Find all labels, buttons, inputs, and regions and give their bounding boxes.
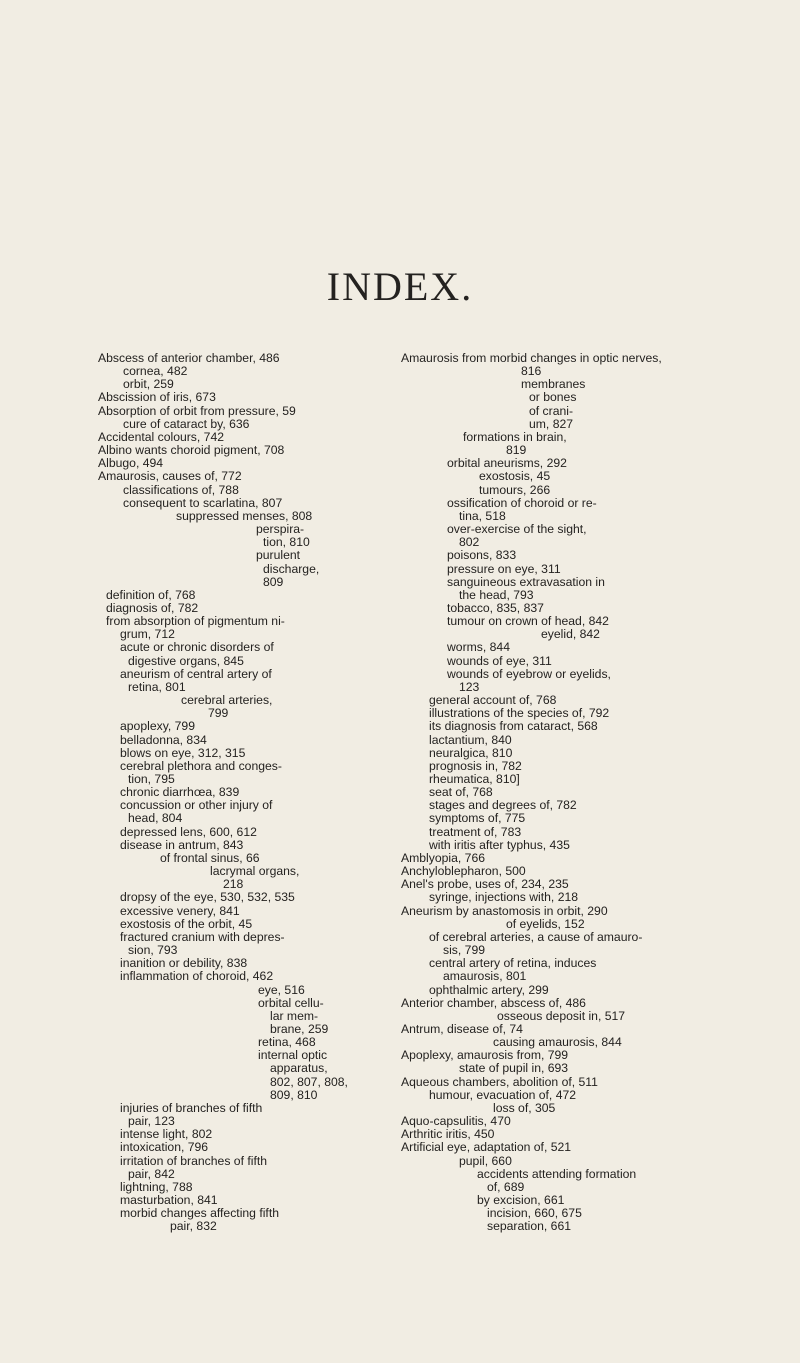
index-entry: sion, 793 [128,943,178,958]
index-entry: chronic diarrhœa, 839 [120,785,240,800]
index-entry: amaurosis, 801 [443,969,527,984]
index-entry: prognosis in, 782 [429,758,522,773]
index-entry: belladonna, 834 [120,732,207,747]
index-entry: Aquo-capsulitis, 470 [401,1114,511,1129]
index-entry: eye, 516 [258,982,305,997]
index-entry: general account of, 768 [429,693,557,708]
index-entry: seat of, 768 [429,785,493,800]
index-entry: Abscess of anterior chamber, 486 [98,351,280,365]
index-entry: treatment of, 783 [429,824,522,839]
index-entry: wounds of eyebrow or eyelids, [447,666,611,681]
index-entry: intoxication, 796 [120,1140,209,1155]
index-entry: of crani- [529,403,574,418]
index-entry: sis, 799 [443,943,486,958]
index-entry: tina, 518 [459,508,506,523]
index-entry: dropsy of the eye, 530, 532, 535 [120,890,295,905]
index-entry: formations in brain, [463,429,567,444]
index-entry: of, 689 [487,1179,525,1194]
index-entry: acute or chronic disorders of [120,640,274,655]
index-entry: excessive venery, 841 [120,903,240,918]
index-entry: Anel's probe, uses of, 234, 235 [401,877,569,892]
index-entry: orbital cellu- [258,995,324,1010]
index-entry: Amaurosis, causes of, 772 [98,469,242,484]
index-entry: poisons, 833 [447,548,517,563]
index-entry: masturbation, 841 [120,1193,218,1207]
index-entry: retina, 801 [128,679,186,694]
index-entry: 802, 807, 808, [270,1074,348,1089]
index-entry: inanition or debility, 838 [120,956,248,971]
index-entry: Aneurism by anastomosis in orbit, 290 [401,903,608,918]
index-entry: apparatus, [270,1061,328,1076]
index-entry: causing amaurosis, 844 [493,1035,622,1050]
index-entry: disease in antrum, 843 [120,837,244,852]
index-entry: accidents attending formation [477,1166,637,1181]
index-entry: illustrations of the species of, 792 [429,706,610,721]
index-entry: by excision, 661 [477,1193,565,1207]
index-entry: digestive organs, 845 [128,653,244,668]
index-entry: tobacco, 835, 837 [447,600,544,615]
index-entry: over-exercise of the sight, [447,522,587,537]
index-entry: its diagnosis from cataract, 568 [429,719,598,734]
index-entry: rheumatica, 810] [429,772,520,786]
index-entry: loss of, 305 [493,1100,556,1115]
index-entry: pupil, 660 [459,1153,512,1168]
index-entry: 123 [459,679,480,694]
index-entry: Anchyloblepharon, 500 [401,864,526,879]
index-entry: Apoplexy, amaurosis from, 799 [401,1048,569,1063]
index-entry: diagnosis of, 782 [106,600,199,615]
index-entry: ophthalmic artery, 299 [429,982,549,997]
index-entry: stages and degrees of, 782 [429,798,577,813]
index-entry: 802 [459,535,480,550]
index-entry: 819 [506,443,527,458]
index-entry: membranes [521,377,586,392]
index-entry: with iritis after typhus, 435 [429,837,570,852]
index-entry: head, 804 [128,811,183,826]
index-entry: syringe, injections with, 218 [429,890,579,905]
index-entry: exostosis, 45 [479,469,551,484]
index-entry: Albugo, 494 [98,456,164,471]
index-entry: of cerebral arteries, a cause of amauro- [429,929,643,944]
index-entry: concussion or other injury of [120,798,273,813]
index-entry: or bones [529,390,577,405]
index-entry: lightning, 788 [120,1179,193,1194]
index-entry: lactantium, 840 [429,732,512,747]
index-entry: 809, 810 [270,1087,318,1102]
index-entry: pressure on eye, 311 [447,561,561,576]
index-entry: central artery of retina, induces [429,956,597,971]
index-entry: orbital aneurisms, 292 [447,456,567,471]
index-entry: lar mem- [270,1008,319,1023]
index-entry: 809 [263,574,284,589]
index-entry: state of pupil in, 693 [459,1061,569,1076]
index-entry: 799 [208,706,229,721]
index-entry: 218 [223,877,244,892]
index-entry: Albino wants choroid pigment, 708 [98,443,285,458]
index-entry: cerebral plethora and conges- [120,758,282,773]
index-entry: separation, 661 [487,1219,572,1234]
index-column-left [98,352,368,1233]
index-entry: apoplexy, 799 [120,719,195,734]
index-entry: Antrum, disease of, 74 [401,1021,523,1036]
index-entry: blows on eye, 312, 315 [120,745,246,760]
index-entry: brane, 259 [270,1021,329,1036]
page-title: INDEX. [326,264,474,309]
index-entry: lacrymal organs, [210,864,300,879]
index-entry: tumours, 266 [479,482,551,497]
index-entry: definition of, 768 [106,587,196,602]
index-column-right [401,352,676,1233]
index-entry: perspira- [256,522,305,537]
index-entry: pair, 123 [128,1114,175,1129]
index-entry: classifications of, 788 [123,482,239,497]
index-entry: injuries of branches of fifth [120,1100,263,1115]
index-entry: grum, 712 [120,627,175,642]
index-entry: inflammation of choroid, 462 [120,969,274,984]
index-entry: of eyelids, 152 [506,916,585,931]
index-entry: intense light, 802 [120,1127,213,1142]
index-entry: internal optic [258,1048,328,1063]
index-entry: discharge, [263,561,320,576]
index-entry: worms, 844 [447,640,510,655]
index-entry: neuralgica, 810 [429,745,513,760]
index-entry: humour, evacuation of, 472 [429,1087,577,1102]
index-entry: pair, 832 [170,1219,217,1234]
index-entry: tumour on crown of head, 842 [447,614,609,629]
index-entry: Amaurosis from morbid changes in optic nerves, [401,351,662,365]
index-entry: Absorption of orbit from pressure, 59 [98,403,296,418]
index-entry: tion, 795 [128,772,175,786]
index-entry: symptoms of, 775 [429,811,526,826]
index-entry: the head, 793 [459,587,534,602]
index-entry: suppressed menses, 808 [176,508,313,523]
index-entry: Anterior chamber, abscess of, 486 [401,995,586,1010]
index-entry: exostosis of the orbit, 45 [120,916,253,931]
index-entry: eyelid, 842 [541,627,600,642]
index-entry: irritation of branches of fifth [120,1153,267,1168]
index-entry: Abscission of iris, 673 [98,390,216,405]
index-entry: um, 827 [529,416,574,431]
index-entry: Arthritic iritis, 450 [401,1127,495,1142]
index-entry: consequent to scarlatina, 807 [123,495,283,510]
index-entry: Accidental colours, 742 [98,429,225,444]
index-entry: purulent [256,548,301,563]
index-entry: Aqueous chambers, abolition of, 511 [401,1074,598,1089]
index-entry: incision, 660, 675 [487,1206,582,1221]
index-entry: 816 [521,364,542,379]
index-entry: Amblyopia, 766 [401,850,486,865]
index-entry: sanguineous extravasation in [447,574,605,589]
index-entry: morbid changes affecting fifth [120,1206,279,1221]
index-entry: of frontal sinus, 66 [160,850,260,865]
index-entry: wounds of eye, 311 [447,653,552,668]
index-entry: depressed lens, 600, 612 [120,824,257,839]
index-entry: cerebral arteries, [181,693,273,708]
index-entry: osseous deposit in, 517 [497,1008,626,1023]
index-entry: from absorption of pigmentum ni- [106,614,285,629]
index-entry: cure of cataract by, 636 [123,416,250,431]
index-entry: cornea, 482 [123,364,188,379]
index-entry: aneurism of central artery of [120,666,272,681]
index-entry: ossification of choroid or re- [447,495,597,510]
index-entry: tion, 810 [263,535,310,550]
index-entry: orbit, 259 [123,377,174,392]
index-entry: fractured cranium with depres- [120,929,285,944]
index-entry: pair, 842 [128,1166,175,1181]
index-entry: retina, 468 [258,1035,316,1050]
index-entry: Artificial eye, adaptation of, 521 [401,1140,572,1155]
